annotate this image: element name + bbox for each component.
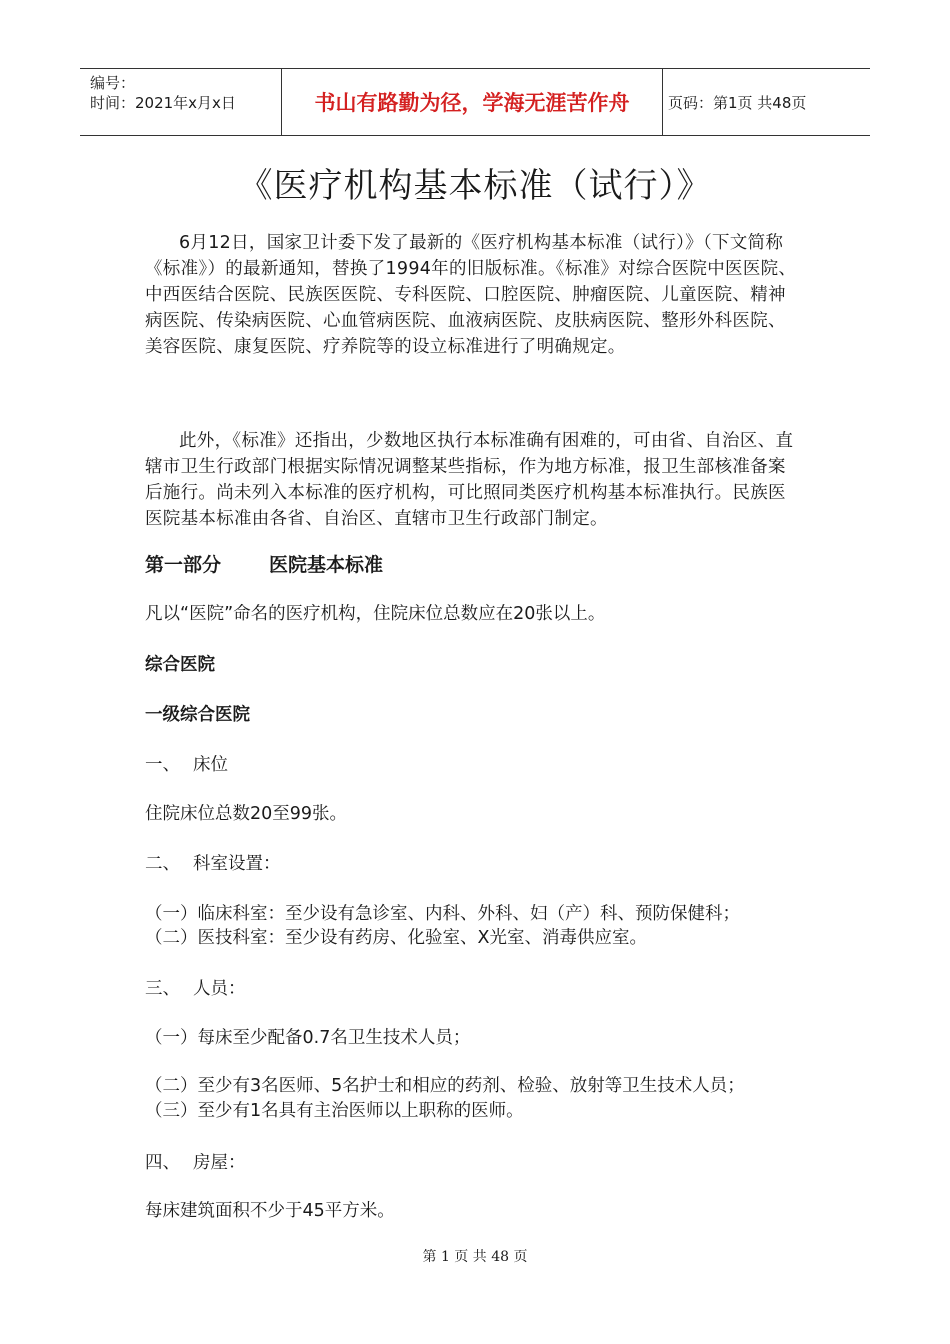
item-title: 房屋： <box>193 1153 246 1173</box>
number-label: 编号： <box>90 74 136 92</box>
item-staff-heading <box>145 976 825 1002</box>
date-label: 时间：2021年x月x日 <box>90 94 236 112</box>
section-rule: 凡以“医院”命名的医疗机构，住院床位总数应在20张以上。 <box>145 604 606 624</box>
item-title: 床位 <box>193 755 228 775</box>
item-number: 二、 <box>145 854 180 874</box>
item-number: 四、 <box>145 1153 180 1173</box>
item-beds-heading <box>145 752 825 778</box>
item-beds-text: 住院床位总数20至99张。 <box>145 804 348 824</box>
intro-paragraph-1: 6月12日，国家卫计委下发了最新的《医疗机构基本标准（试行）》（下文简称《标准》）的最新通知，替换了1994年的旧版标准。《标准》对综合医院中医医院、中西医结合医院、民族医医院、专科医院、口腔医院、肿瘤医院、儿童医院、精神病医院、传染病医院、心血管病医院、血液病医院、皮肤病医院、整形外科医院、美容医院、康复医院、疗养院等的设立标准进行了明确规定。 <box>145 233 797 357</box>
item-title: 科室设置： <box>193 854 281 874</box>
page-header <box>80 68 870 136</box>
header-meta <box>80 69 282 135</box>
item-dept-heading <box>145 851 825 877</box>
item-room-text: 每床建筑面积不少于45平方米。 <box>145 1201 395 1221</box>
item-title: 人员： <box>193 979 246 999</box>
category-heading: 综合医院 <box>145 655 215 675</box>
item-room-heading <box>145 1150 825 1176</box>
item-number: 三、 <box>145 979 180 999</box>
section-part: 第一部分 <box>145 554 222 576</box>
staff-line-2: （二）至少有3名医师、5名护士和相应的药剂、检验、放射等卫生技术人员； <box>145 1076 745 1096</box>
dept-line-2: （二）医技科室：至少设有药房、化验室、X光室、消毒供应室。 <box>145 928 647 948</box>
staff-line-1: （一）每床至少配备0.7名卫生技术人员； <box>145 1028 471 1048</box>
staff-line-3: （三）至少有1名具有主治医师以上职称的医师。 <box>145 1101 524 1121</box>
item-number: 一、 <box>145 755 180 775</box>
header-motto: 书山有路勤为径，学海无涯苦作舟 <box>282 69 663 135</box>
header-page-info: 页码：第1页 共48页 <box>668 93 807 112</box>
intro-paragraph-2: 此外，《标准》还指出，少数地区执行本标准确有困难的，可由省、自治区、直辖市卫生行政部门根据实际情况调整某些指标，作为地方标准，报卫生部核准备案后施行。尚未列入本标准的医疗机构，可比照同类医疗机构基本标准执行。民族医医院基本标准由各省、自治区、直辖市卫生行政部门制定。 <box>145 431 794 529</box>
page-footer: 第 1 页 共 48 页 <box>422 1249 528 1265</box>
section-part-title: 医院基本标准 <box>269 554 384 576</box>
level-heading: 一级综合医院 <box>145 705 250 725</box>
dept-line-1: （一）临床科室：至少设有急诊室、内科、外科、妇（产）科、预防保健科； <box>145 904 740 924</box>
document-title: 《医疗机构基本标准（试行）》 <box>238 166 712 206</box>
section-heading <box>145 552 825 578</box>
